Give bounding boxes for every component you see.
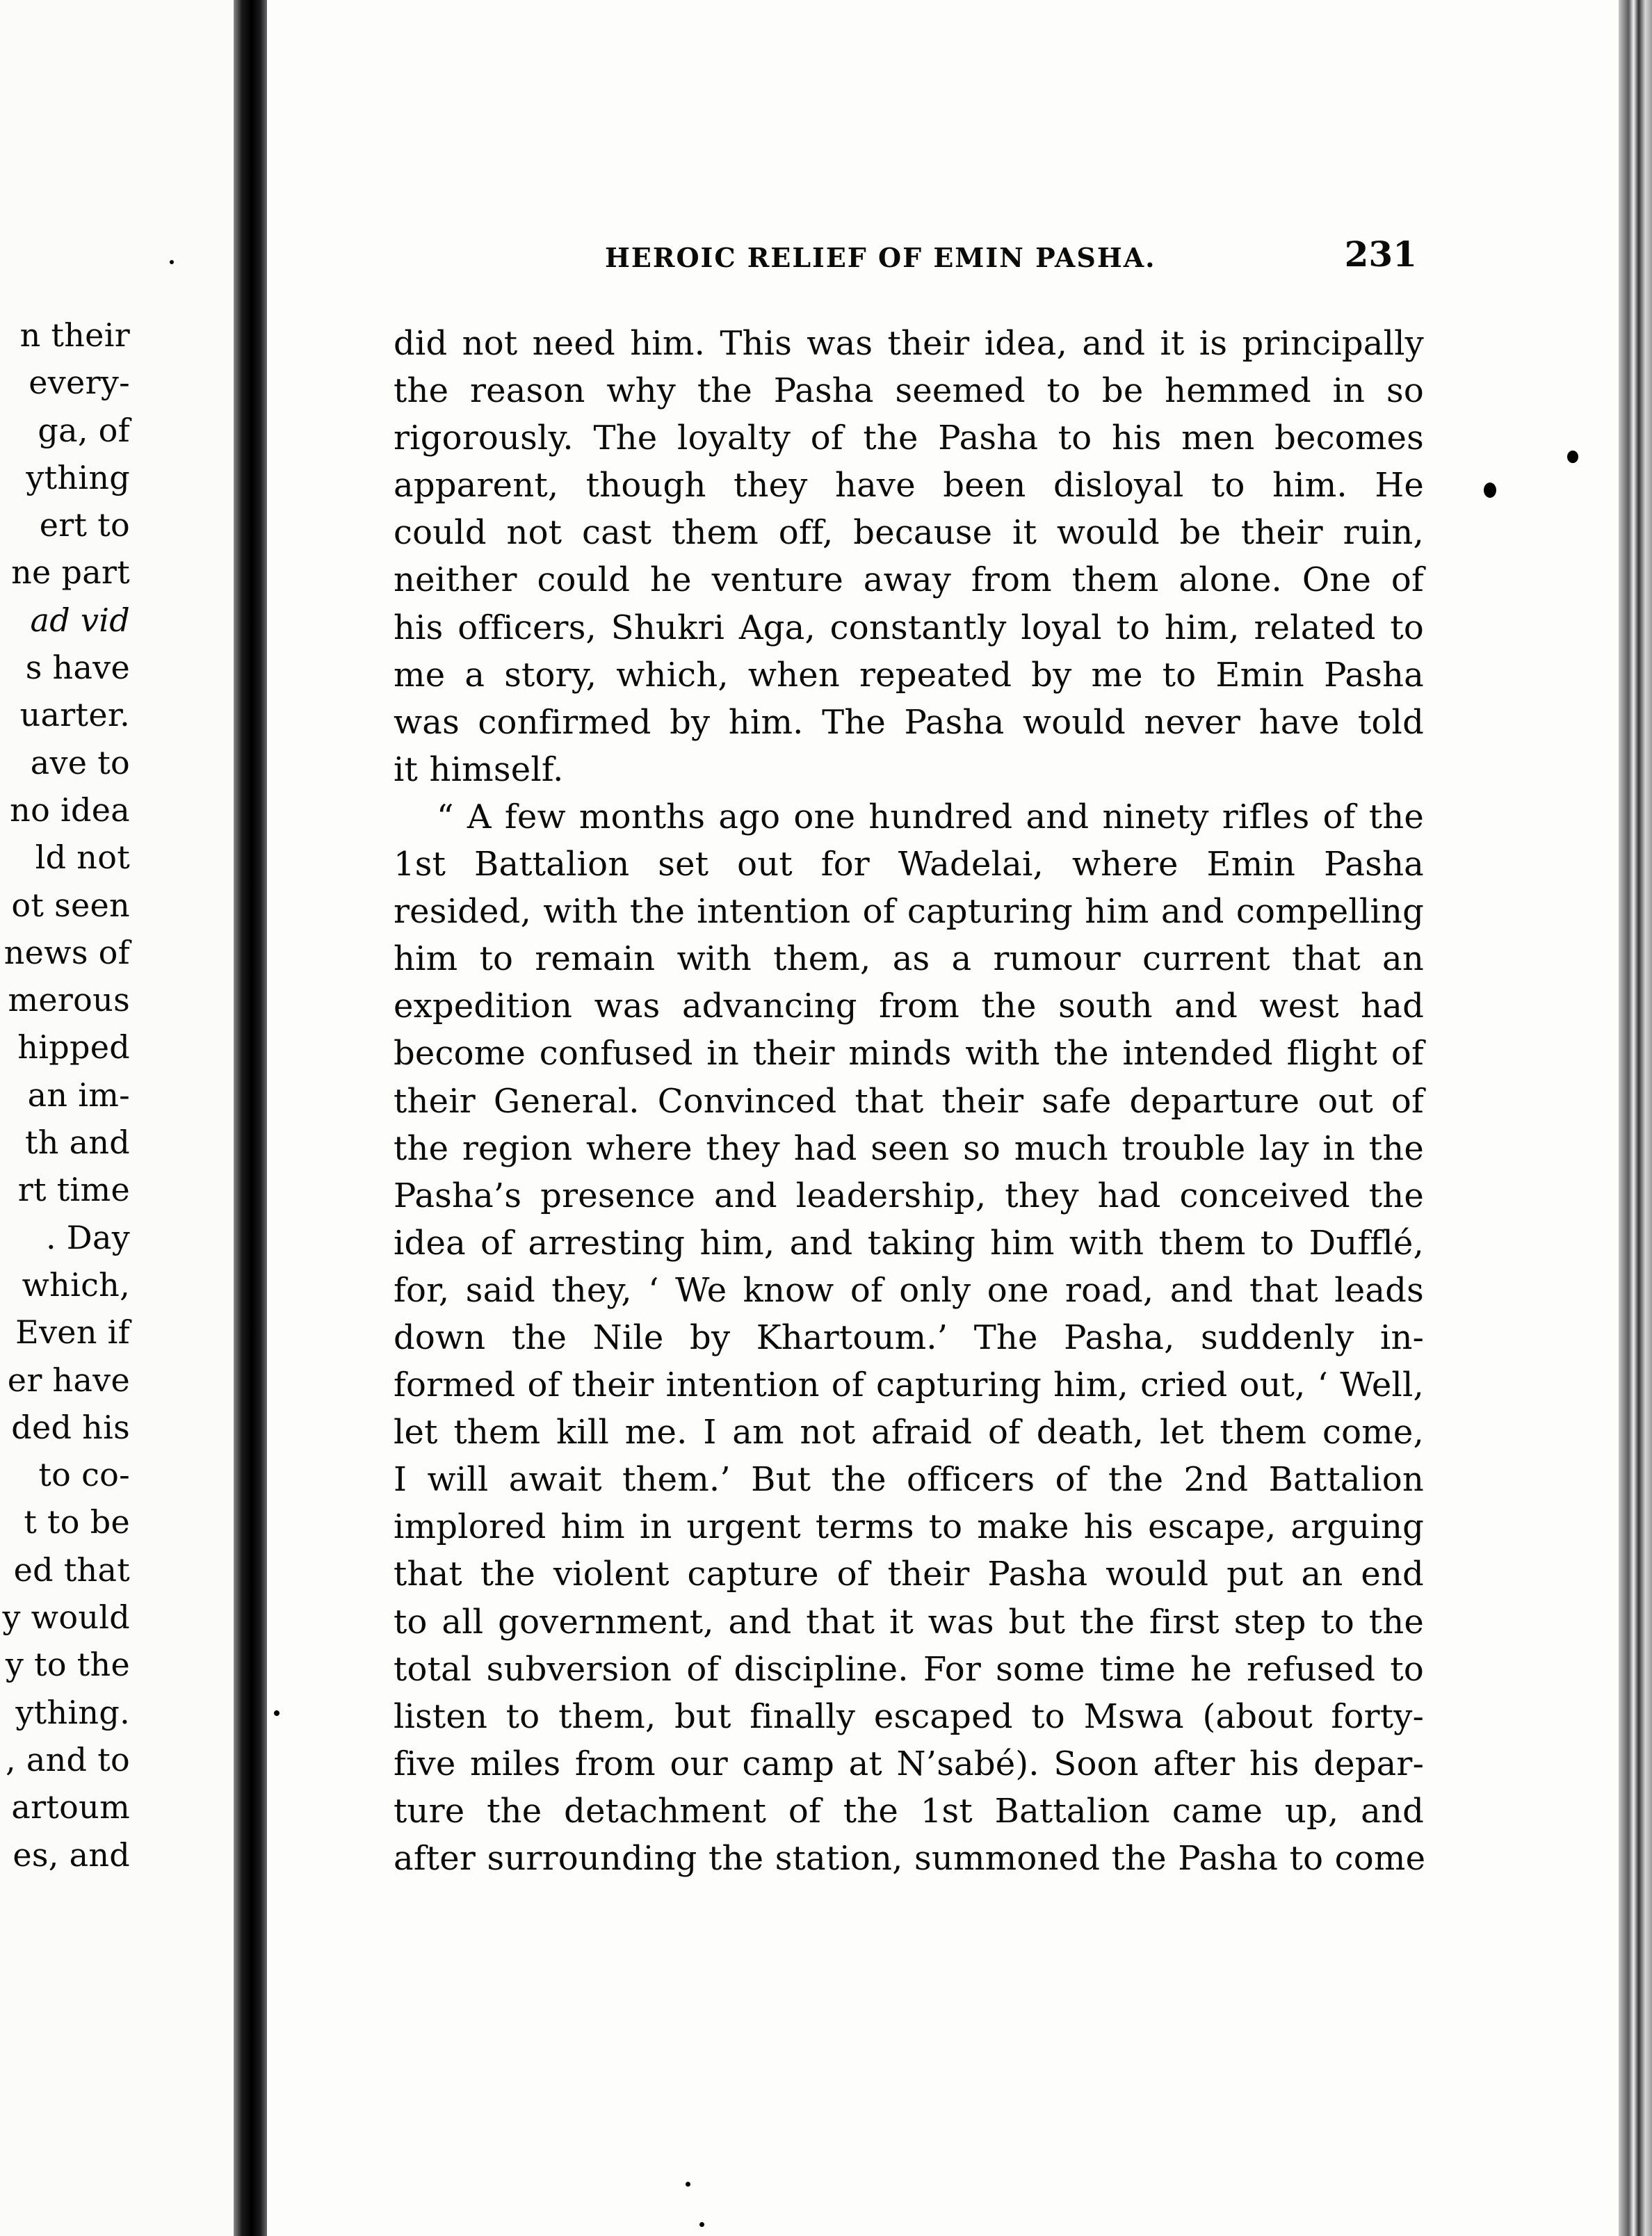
left-line: s have: [25, 649, 130, 687]
text-line: ture the detachment of the 1st Battalion came up, and: [394, 1791, 1424, 1831]
text-line: let them kill me. I am not afraid of death, let them come,: [394, 1413, 1424, 1452]
running-title: HEROIC RELIEF OF EMIN PASHA.: [605, 242, 1156, 273]
text-line: me a story, which, when repeated by me to Emin Pasha: [394, 655, 1424, 695]
text-line: neither could he venture away from them alone. One of: [394, 560, 1424, 600]
text-line: that the violent capture of their Pasha would put an end: [394, 1555, 1424, 1594]
left-page-fragment: [0, 0, 240, 2236]
running-head: [605, 234, 1425, 282]
left-line: every-: [29, 364, 130, 402]
left-line: ad vid: [30, 601, 130, 639]
text-line: Pasha’s presence and leadership, they had conceived the: [394, 1176, 1424, 1215]
text-line: was confirmed by him. The Pasha would never have told: [394, 702, 1424, 742]
text-line: apparent, though they have been disloyal to him. He: [394, 466, 1424, 505]
text-line: expedition was advancing from the south and west had: [394, 987, 1424, 1026]
text-line: the region where they had seen so much trouble lay in the: [394, 1128, 1424, 1168]
left-line: uarter.: [19, 696, 130, 734]
left-line: no idea: [10, 791, 130, 829]
text-line: could not cast them off, because it would be their ruin,: [394, 513, 1424, 553]
left-line: to co-: [38, 1456, 130, 1494]
left-line: th and: [24, 1124, 130, 1162]
text-line: five miles from our camp at N’sabé). Soon after his depar-: [394, 1744, 1424, 1783]
left-line: y would: [2, 1598, 130, 1637]
text-line: resided, with the intention of capturing him and compelling: [394, 892, 1424, 932]
text-line: I will await them.’ But the officers of the 2nd Battalion: [394, 1460, 1424, 1500]
text-line: “ A few months ago one hundred and ninety rifles of the: [437, 797, 1424, 836]
left-line: artoum: [11, 1788, 130, 1826]
left-line: ave to: [30, 743, 130, 781]
text-line: total subversion of discipline. For some time he refused to: [394, 1649, 1424, 1689]
ink-speck: [1484, 483, 1496, 498]
left-line: which,: [22, 1265, 130, 1304]
left-page-text: [0, 311, 130, 1879]
text-line: to all government, and that it was but the first step to the: [394, 1602, 1424, 1642]
text-line: his officers, Shukri Aga, constantly loyal to him, related to: [394, 608, 1424, 647]
left-line: er have: [7, 1361, 130, 1399]
ink-speck: [1567, 451, 1578, 463]
ink-speck: [170, 260, 174, 264]
left-line: ed that: [13, 1550, 130, 1589]
left-line: an im-: [27, 1076, 130, 1114]
left-line: news of: [3, 933, 130, 971]
text-line: rigorously. The loyalty of the Pasha to his men becomes: [394, 419, 1424, 458]
ink-speck: [699, 2222, 704, 2227]
text-line: it himself.: [394, 750, 564, 789]
ink-speck: [274, 1710, 280, 1716]
left-line: merous: [8, 981, 130, 1019]
text-line: listen to them, but finally escaped to Mswa (about forty-: [394, 1696, 1424, 1736]
left-line: , and to: [6, 1740, 130, 1779]
page-edge: [1619, 0, 1652, 2236]
left-line: hipped: [17, 1028, 130, 1067]
left-line: t to be: [24, 1503, 130, 1541]
text-line: did not need him. This was their idea, and it is principally: [394, 324, 1424, 363]
text-line: the reason why the Pasha seemed to be hemmed in so: [394, 371, 1424, 411]
text-line: formed of their intention of capturing him, cried out, ‘ Well,: [394, 1366, 1424, 1405]
left-line: ot seen: [11, 886, 130, 924]
book-gutter: [234, 0, 267, 2236]
ink-speck: [686, 2182, 690, 2187]
text-line: their General. Convinced that their safe departure out of: [394, 1081, 1424, 1121]
body-text: [394, 320, 1424, 1882]
left-line: ld not: [35, 838, 130, 877]
text-line: implored him in urgent terms to make his escape, arguing: [394, 1507, 1424, 1547]
left-line: ga, of: [38, 411, 130, 449]
page-number: 231: [1344, 234, 1417, 275]
left-line: rt time: [17, 1171, 130, 1209]
left-line: n their: [19, 316, 130, 354]
left-line: y to the: [5, 1646, 130, 1684]
left-line: ything.: [15, 1693, 130, 1731]
text-line: become confused in their minds with the intended flight of: [394, 1034, 1424, 1074]
text-line: 1st Battalion set out for Wadelai, where Emin Pasha: [394, 845, 1424, 884]
left-line: Even if: [15, 1313, 130, 1352]
left-line: ne part: [11, 553, 130, 592]
left-line: . Day: [45, 1218, 130, 1256]
text-line: after surrounding the station, summoned the Pasha to come: [394, 1839, 1426, 1878]
text-line: for, said they, ‘ We know of only one road, and that leads: [394, 1270, 1424, 1310]
text-line: down the Nile by Khartoum.’ The Pasha, suddenly in-: [394, 1318, 1424, 1357]
left-line: ded his: [11, 1408, 130, 1446]
left-line: ything: [26, 458, 130, 496]
text-line: idea of arresting him, and taking him with them to Dufflé,: [394, 1223, 1424, 1263]
text-line: him to remain with them, as a rumour current that an: [394, 939, 1424, 979]
left-line: es, and: [13, 1836, 130, 1874]
left-line: ert to: [39, 506, 130, 544]
